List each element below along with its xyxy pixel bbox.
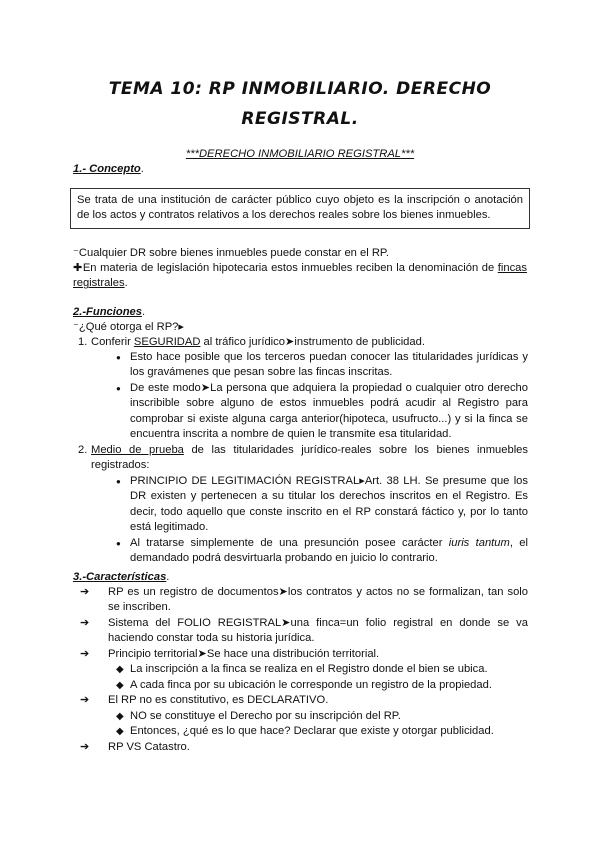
section-subtitle: ***DERECHO INMOBILIARIO REGISTRAL*** — [185, 148, 415, 160]
diamond-icon: ◆ — [116, 726, 124, 737]
heading-caracteristicas: 3.-Características. — [73, 571, 170, 583]
bullet-icon: ● — [116, 384, 121, 393]
list-item: ➔ El RP no es constitutivo, es DECLARATIVO. — [80, 693, 528, 708]
definition-box: Se trata de una institución de carácter público cuyo objeto es la inscripción o anotación de los actos y contratos relativos a los derechos reales sobre los bienes inmuebles. — [70, 188, 530, 229]
document-title: TEMA 10: RP INMOBILIARIO. DERECHO REGISTRAL. — [108, 79, 492, 129]
bullet-icon: ● — [116, 353, 121, 362]
arrow-icon: ➔ — [80, 586, 90, 598]
list-item: ● Al tratarse simplemente de una presunción posee carácter iuris tantum, el demandado podrá desvirtuarla probando en juicio lo contrario. — [116, 536, 528, 567]
arrow-icon: ➔ — [80, 741, 90, 753]
heading-funciones: 2.-Funciones. — [73, 306, 146, 318]
arrow-icon: ➔ — [80, 694, 90, 706]
paragraph: ⁻Cualquier DR sobre bienes inmuebles puede constar en el RP. — [73, 247, 390, 259]
list-item: ◆ La inscripción a la finca se realiza en el Registro donde el bien se ubica. — [116, 662, 528, 677]
bullet-icon: ● — [116, 539, 121, 548]
diamond-icon: ◆ — [116, 711, 124, 722]
list-item: ➔ Principio territorial➤Se hace una distribución territorial. — [80, 647, 528, 662]
list-item: ◆ A cada finca por su ubicación le corresponde un registro de la propiedad. — [116, 678, 528, 693]
list-item: 1. Conferir SEGURIDAD al tráfico jurídico➤instrumento de publicidad. — [78, 336, 425, 348]
list-item: ◆ NO se constituye el Derecho por su inscripción del RP. — [116, 709, 528, 724]
list-item: ● Esto hace posible que los terceros puedan conocer las titularidades jurídicas y los gravámenes que pesan sobre las fincas inscritas. — [116, 350, 528, 381]
list-item: 2. Medio de prueba de las titularidades jurídico-reales sobre los bienes inmuebles registrados: — [78, 444, 528, 472]
list-item: ➔ Sistema del FOLIO REGISTRAL➤una finca=un folio registral en donde se va haciendo constar toda su historia jurídica. — [80, 616, 528, 647]
paragraph: ✚En materia de legislación hipotecaria estos inmuebles reciben la denominación de fincas registrales. — [73, 262, 527, 290]
arrow-icon: ➔ — [80, 648, 90, 660]
list-item: ➔ RP VS Catastro. — [80, 740, 528, 755]
bullet-icon: ● — [116, 477, 121, 486]
diamond-icon: ◆ — [116, 680, 124, 691]
diamond-icon: ◆ — [116, 664, 124, 675]
list-item: ● PRINCIPIO DE LEGITIMACIÓN REGISTRAL▸Art. 38 LH. Se presume que los DR existen y pertenecen a su titular los derechos inscritos en el Registro. Es decir, todo aquello que conste inscrito en el RP constará fáctico y, por lo tanto está legitimado. — [116, 474, 528, 536]
list-item: ◆ Entonces, ¿qué es lo que hace? Declarar que existe y otorgar publicidad. — [116, 724, 528, 739]
question: ⁻¿Qué otorga el RP?▸ — [73, 321, 185, 333]
arrow-icon: ➔ — [80, 617, 90, 629]
heading-concepto: 1.- Concepto. — [73, 163, 144, 175]
list-item: ● De este modo➤La persona que adquiera la propiedad o cualquier otro derecho inscribible sobre alguno de estos inmuebles podrá acudir al Registro para comprobar si existe alguna carga anterior(hipoteca, usufructo...) y si la finca se encuentra inscrita a nombre de quien le transmite esa titularidad. — [116, 381, 528, 443]
list-item: ➔ RP es un registro de documentos➤los contratos y actos no se formalizan, tan solo se inscriben. — [80, 585, 528, 616]
